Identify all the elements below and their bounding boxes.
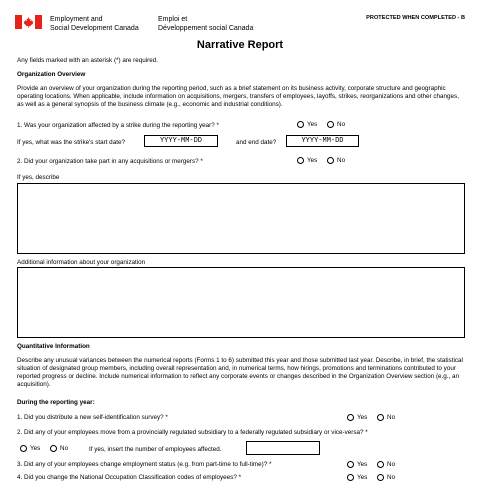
survey-radio-group [347, 414, 403, 421]
status-change-no-option[interactable]: No [377, 461, 395, 468]
additional-info-label: Additional information about your organization [17, 259, 146, 266]
status-change-question: 3. Did any of your employees change employment status (e.g. from part-time to full-time)? * [17, 461, 272, 468]
radio-button-icon[interactable] [377, 461, 384, 468]
radio-button-icon[interactable] [50, 445, 57, 452]
department-name-fr: Emploi et Développement social Canada [158, 16, 254, 32]
strike-question: 1. Was your organization affected by a strike during the reporting year? * [17, 122, 219, 129]
protected-label: PROTECTED WHEN COMPLETED - B [366, 15, 465, 21]
survey-question: 1. Did you distribute a new self-identification survey? * [17, 414, 168, 421]
radio-button-icon[interactable] [347, 414, 354, 421]
describe-label: If yes, describe [17, 174, 60, 181]
acquisitions-question: 2. Did your organization take part in any acquisitions or mergers? * [17, 158, 203, 165]
noc-no-option[interactable]: No [377, 474, 395, 481]
strike-radio-group [297, 121, 353, 128]
radio-button-icon[interactable] [327, 121, 334, 128]
employees-affected-input[interactable] [246, 441, 320, 455]
acquisitions-description-textarea[interactable] [17, 183, 465, 254]
quantitative-heading: Quantitative Information [17, 343, 90, 350]
radio-button-icon[interactable] [347, 461, 354, 468]
quantitative-intro: Describe any unusual variances between the numerical reports (Forms 1 to 6) submitted this year and those submitted last year. Describe, in brief, the statistical situation of designated group members, including overall representation and, in numerical terms, how hirings, promotions and terminations contributed to your reported progress or decline. Include numerical information to reflect any corporate events or changes described in the Organization Overview section (e.g., an acquisition). [17, 357, 463, 388]
acquisitions-no-option[interactable]: No [327, 157, 345, 164]
org-overview-intro: Provide an overview of your organization during the reporting period, such as a brief statement on its business activity, corporate structure and geographic operating locations. When applicable, include information on acquisitions, mergers, transfers of employees, layoffs, strikes, reorganizations and other changes, as well as a general synopsis of the business climate (e.g., economic and industrial conditions). [17, 85, 459, 108]
org-overview-heading: Organization Overview [17, 71, 86, 78]
radio-button-icon[interactable] [297, 157, 304, 164]
strike-end-date-input[interactable]: YYYY-MM-DD [286, 135, 359, 147]
radio-button-icon[interactable] [20, 445, 27, 452]
strike-yes-option[interactable]: Yes [297, 121, 317, 128]
page-title: Narrative Report [196, 39, 284, 51]
acquisitions-radio-group [297, 157, 353, 164]
canada-flag-icon [15, 15, 42, 29]
noc-question: 4. Did you change the National Occupation Classification codes of employees? * [17, 474, 242, 481]
department-name-en: Employment and Social Development Canada [50, 16, 139, 32]
subsidiary-yes-option[interactable]: Yes [20, 445, 40, 452]
strike-dates-label: If yes, what was the strike's start date? [17, 139, 125, 146]
status-change-radio-group [347, 461, 403, 468]
subsidiary-radio-group [20, 445, 76, 452]
additional-info-textarea[interactable] [17, 267, 465, 338]
survey-yes-option[interactable]: Yes [347, 414, 367, 421]
end-date-label: and end date? [236, 139, 277, 146]
required-note: Any fields marked with an asterisk (*) are required. [17, 57, 159, 64]
subsidiary-no-option[interactable]: No [50, 445, 68, 452]
acquisitions-yes-option[interactable]: Yes [297, 157, 317, 164]
subsidiary-question: 2. Did any of your employees move from a provincially regulated subsidiary to a federally regulated subsidiary or vice-versa? * [17, 429, 368, 436]
noc-yes-option[interactable]: Yes [347, 474, 367, 481]
reporting-year-heading: During the reporting year: [17, 399, 95, 406]
strike-start-date-input[interactable]: YYYY-MM-DD [144, 135, 218, 147]
status-change-yes-option[interactable]: Yes [347, 461, 367, 468]
survey-no-option[interactable]: No [377, 414, 395, 421]
radio-button-icon[interactable] [327, 157, 334, 164]
radio-button-icon[interactable] [297, 121, 304, 128]
radio-button-icon[interactable] [377, 414, 384, 421]
employees-affected-label: If yes, insert the number of employees affected. [89, 446, 222, 453]
strike-no-option[interactable]: No [327, 121, 345, 128]
